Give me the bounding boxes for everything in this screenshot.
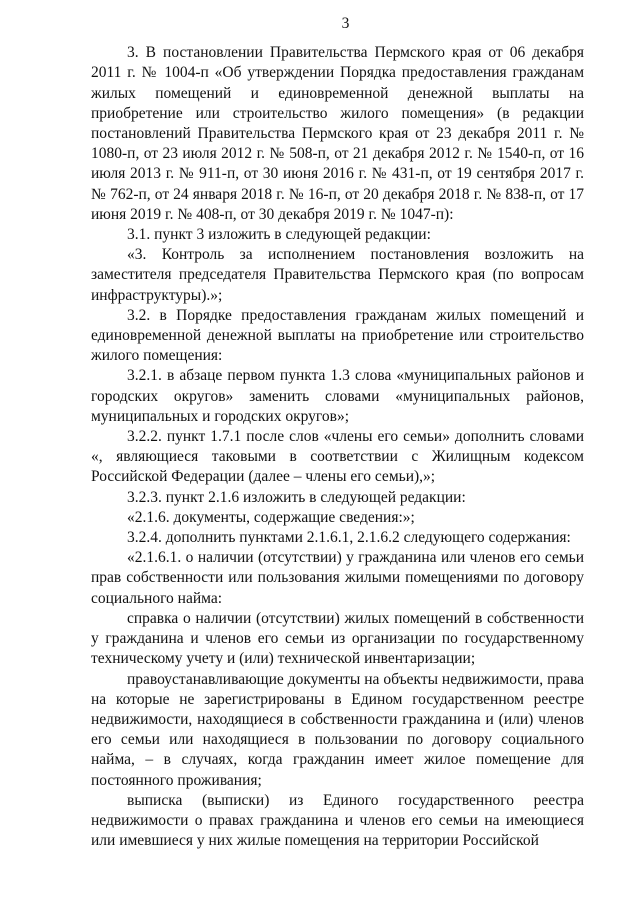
- paragraph-3: 3. В постановлении Правительства Пермского края от 06 декабря 2011 г. № 1004-п «Об утверждении Порядка предоставления гражданам жилых помещений и единовременной денежной выплаты на приобретение или строительство жилого помещения» (в редакции постановлений Правительства Пермского края от 23 декабря 2011 г. № 1080-п, от 23 июля 2012 г. № 508-п, от 21 декабря 2012 г. № 1540-п, от 16 июля 2013 г. № 911-п, от 30 июня 2016 г. № 431-п, от 19 сентября 2017 г. № 762-п, от 24 января 2018 г. № 16-п, от 20 декабря 2018 г. № 838-п, от 17 июня 2019 г. № 408-п, от 30 декабря 2019 г. № 1047-п):: [91, 44, 584, 223]
- paragraph-3-1-quote: «3. Контроль за исполнением постановления возложить на заместителя председателя Правительства Пермского края (по вопросам инфраструктуры).»;: [91, 246, 584, 304]
- paragraph-3-2-3: 3.2.3. пункт 2.1.6 изложить в следующей редакции:: [127, 488, 466, 506]
- paragraph-3-2-4: 3.2.4. дополнить пунктами 2.1.6.1, 2.1.6.2 следующего содержания:: [127, 529, 571, 547]
- paragraph-3-2: 3.2. в Порядке предоставления гражданам жилых помещений и единовременной денежной выплаты на приобретение или строительство жилого помещения:: [91, 306, 584, 365]
- paragraph-2-1-6-1: «2.1.6.1. о наличии (отсутствии) у гражданина или членов его семьи прав собственности или пользования жилыми помещениями по договору социального найма:: [91, 549, 584, 607]
- page-number: 3: [341, 15, 350, 32]
- paragraph-title-documents: правоустанавливающие документы на объекты недвижимости, права на которые не зарегистрированы в Едином государственном реестре недвижимости, находящиеся в собственности гражданина и (или) членов его семьи или находящиеся в пользовании по договору социального найма, – в случаях, когда гражданин имеет жилое помещение для постоянного проживания;: [91, 670, 584, 789]
- paragraph-3-2-1: 3.2.1. в абзаце первом пункта 1.3 слова «муниципальных районов и городских округов» заменить словами «муниципальных районов, муниципальных и городских округов»;: [91, 367, 584, 425]
- paragraph-3-1: 3.1. пункт 3 изложить в следующей редакции:: [127, 226, 431, 244]
- document-page: [91, 14, 584, 851]
- paragraph-certificate: справка о наличии (отсутствии) жилых помещений в собственности у гражданина и членов его семьи из организации по государственному техническому учету и (или) технической инвентаризации;: [91, 609, 584, 668]
- paragraph-registry-extract: выписка (выписки) из Единого государственного реестра недвижимости о правах гражданина и членов его семьи на имеющиеся или имевшиеся у них жилые помещения на территории Российской: [91, 791, 584, 850]
- paragraph-3-2-2: 3.2.2. пункт 1.7.1 после слов «члены его семьи» дополнить словами «, являющиеся таковыми в соответствии с Жилищным кодексом Российской Федерации (далее – члены его семьи),»;: [91, 428, 584, 486]
- paragraph-2-1-6-quote: «2.1.6. документы, содержащие сведения:»;: [127, 508, 415, 526]
